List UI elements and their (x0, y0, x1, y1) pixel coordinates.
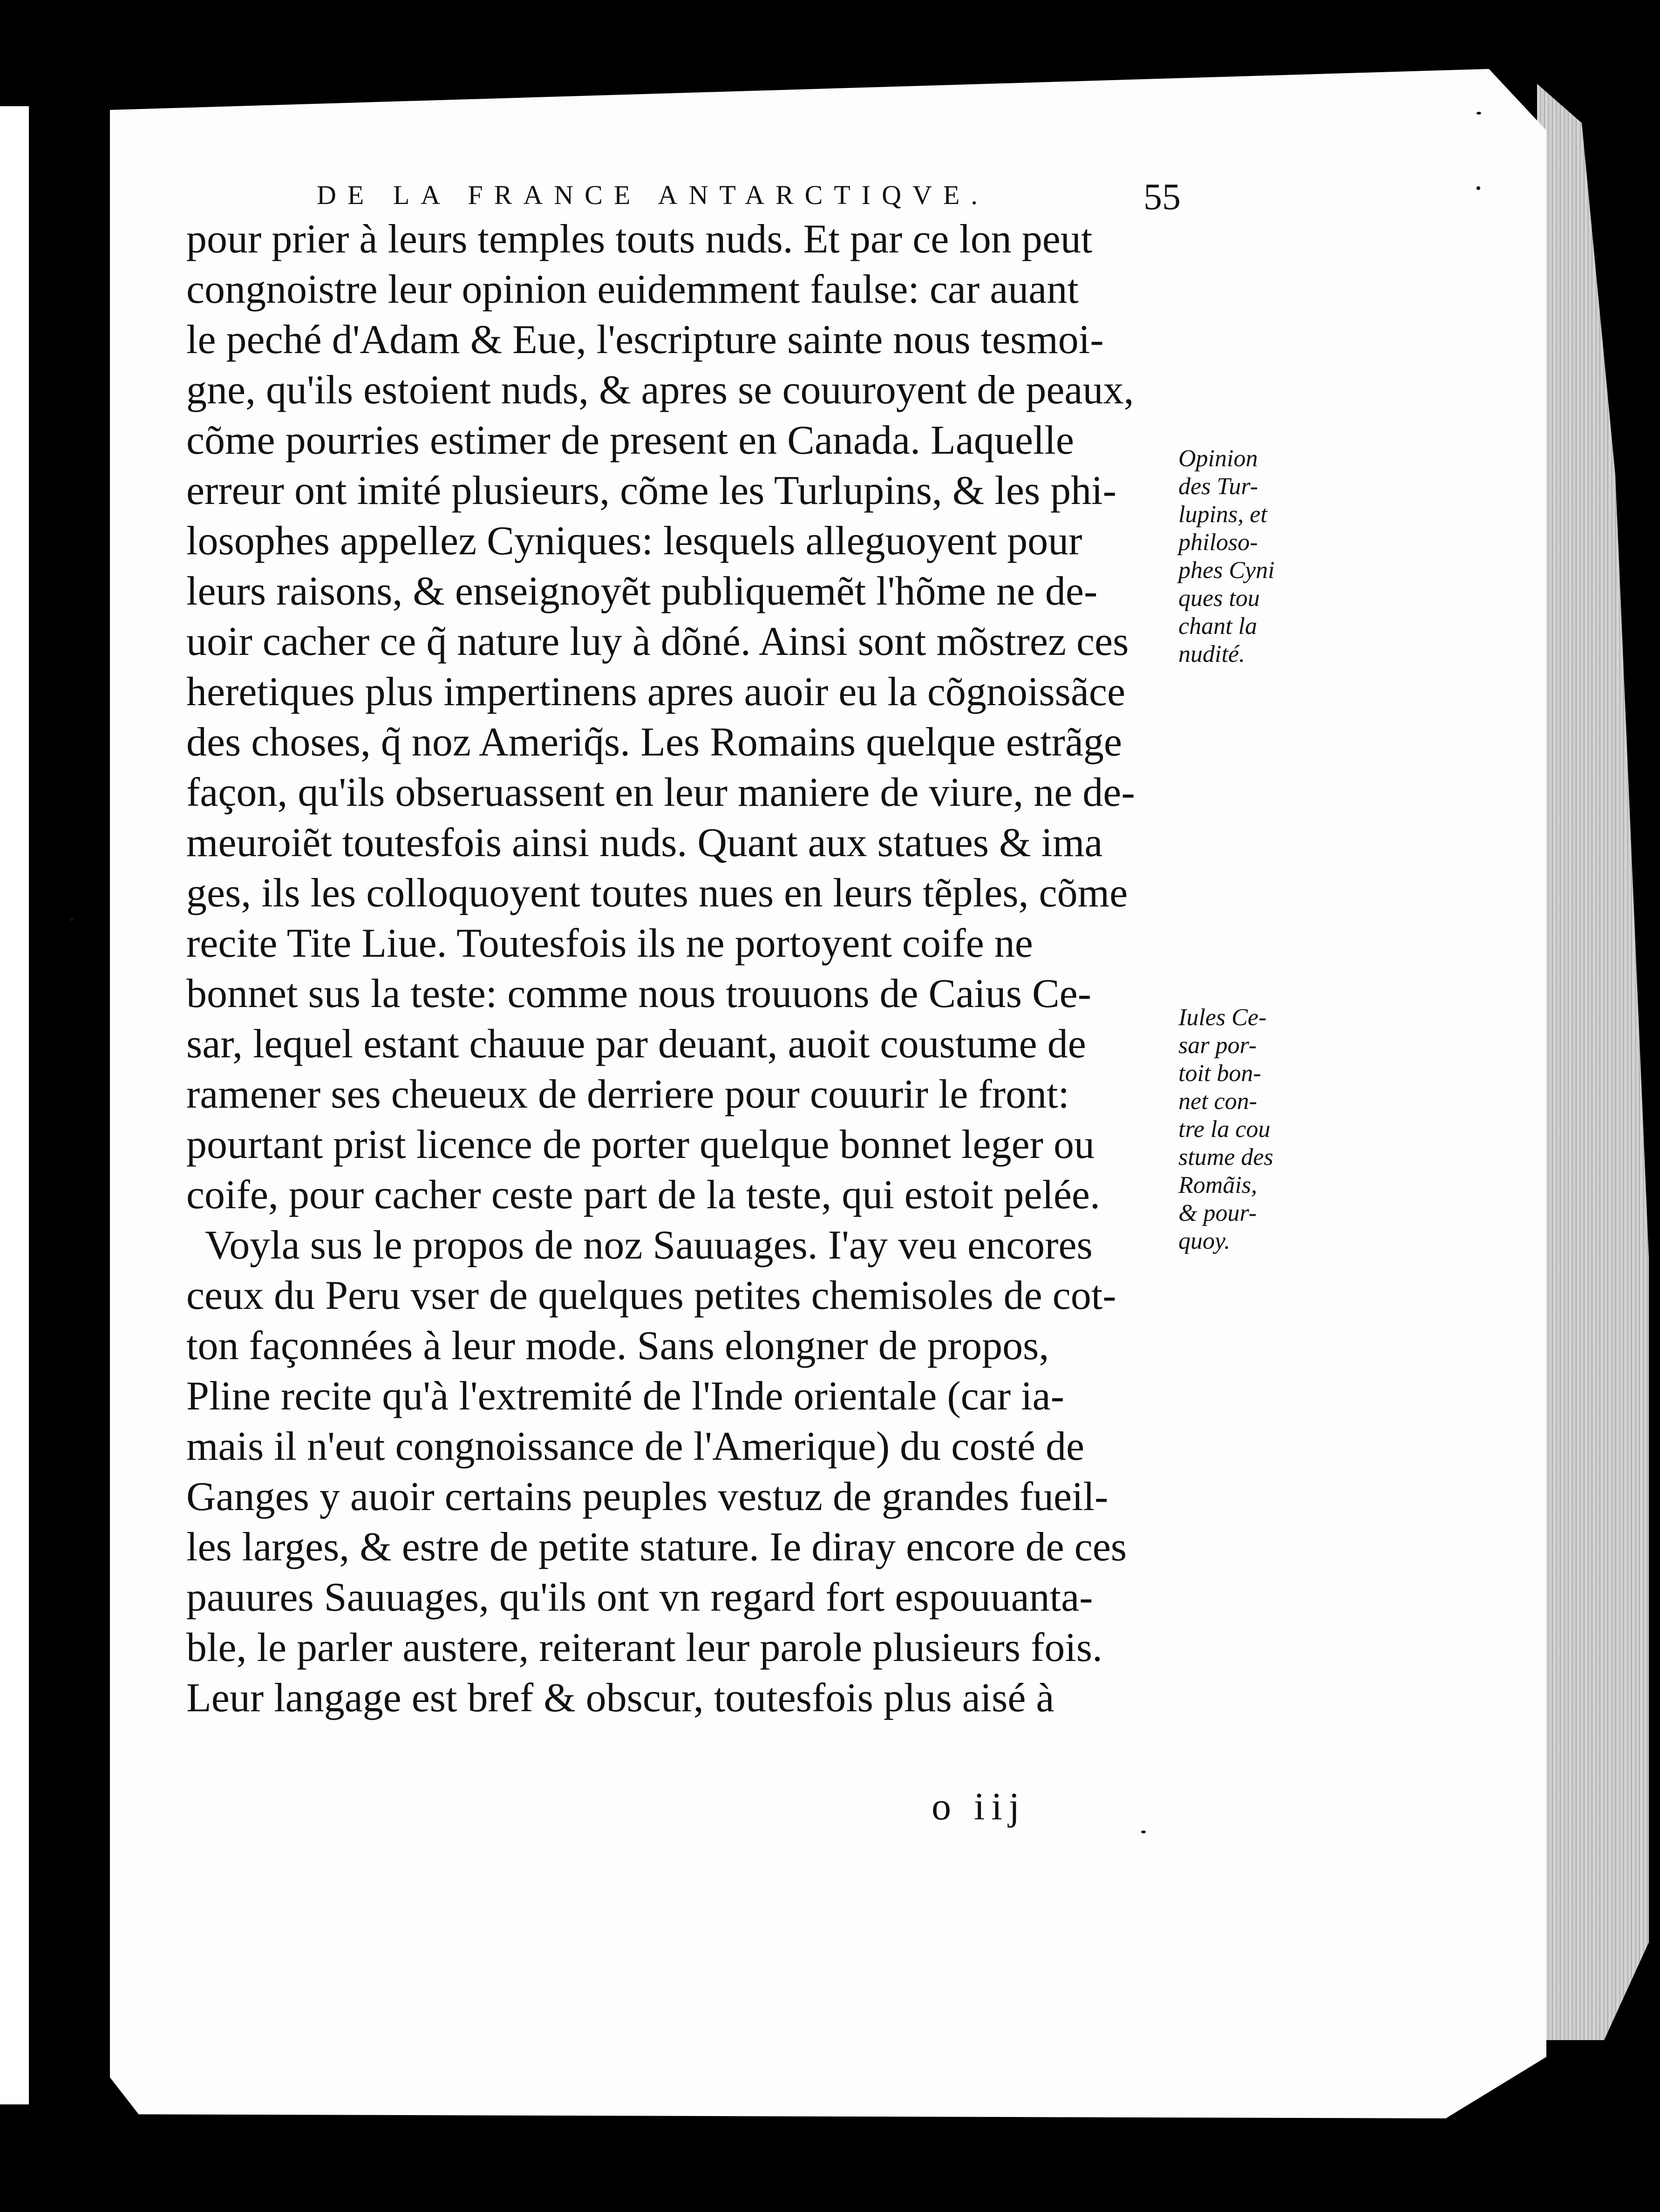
text-line: ramener ses cheueux de derriere pour couurir le front: (186, 1072, 1069, 1117)
text-line: congnoistre leur opinion euidemment faulse: car auant (186, 267, 1079, 312)
margin-note-line: nudité. (1178, 641, 1245, 667)
margin-note-line: Iules Ce- (1178, 1004, 1267, 1031)
text-line: ble, le parler austere, reiterant leur parole plusieurs fois. (186, 1625, 1102, 1670)
margin-note-line: lupins, et (1178, 501, 1267, 528)
text-line: Ganges y auoir certains peuples vestuz de grandes fueil- (186, 1474, 1109, 1519)
margin-note-line: des Tur- (1178, 473, 1258, 500)
text-line: Voyla sus le propos de noz Sauuages. I'ay veu encores (205, 1223, 1093, 1268)
text-line: mais il n'eut congnoissance de l'Amerique) du costé de (186, 1424, 1085, 1469)
margin-note-line: sar por- (1178, 1032, 1257, 1059)
margin-note-line: toit bon- (1178, 1060, 1261, 1087)
text-line: sar, lequel estant chauue par deuant, auoit coustume de (186, 1021, 1086, 1067)
facing-page-edge (0, 106, 29, 2104)
text-line: des choses, q̃ noz Ameriq̃s. Les Romains quelque estrãge (186, 720, 1122, 765)
margin-note-line: & pour- (1178, 1200, 1257, 1226)
margin-note-line: phes Cyni (1178, 557, 1275, 584)
text-line: pourtant prist licence de porter quelque bonnet leger ou (186, 1122, 1095, 1167)
body-text (186, 214, 1174, 1723)
scan-speck (1141, 1831, 1146, 1833)
page-number: 55 (1143, 177, 1181, 218)
text-line: erreur ont imité plusieurs, cõme les Turlupins, & les phi- (186, 468, 1116, 513)
text-line: ges, ils les colloquoyent toutes nues en leurs tẽples, cõme (186, 871, 1128, 916)
text-line: Pline recite qu'à l'extremité de l'Inde orientale (car ia- (186, 1374, 1064, 1419)
scan-speck (1476, 112, 1481, 115)
margin-note-line: chant la (1178, 613, 1257, 640)
text-line: pour prier à leurs temples touts nuds. Et par ce lon peut (186, 217, 1093, 262)
margin-note-line: tre la cou (1178, 1116, 1271, 1143)
margin-note-line: Romãis, (1178, 1172, 1257, 1198)
text-line: leurs raisons, & enseignoyẽt publiquemẽt l'hõme ne de- (186, 569, 1098, 614)
text-line: pauures Sauuages, qu'ils ont vn regard fort espouuanta- (186, 1575, 1093, 1620)
marginal-note-cynics (1178, 445, 1318, 668)
text-line: ceux du Peru vser de quelques petites chemisoles de cot- (186, 1273, 1116, 1318)
marginal-note-caesar (1178, 1004, 1318, 1255)
text-line: Leur langage est bref & obscur, toutesfois plus aisé à (186, 1675, 1055, 1721)
text-line: ton façonnées à leur mode. Sans elongner de propos, (186, 1323, 1049, 1368)
text-line: gne, qu'ils estoient nuds, & apres se couuroyent de peaux, (186, 368, 1134, 413)
text-line: heretiques plus impertinens apres auoir eu la cõgnoissãce (186, 669, 1126, 715)
margin-note-line: net con- (1178, 1088, 1257, 1115)
margin-note-line: ques tou (1178, 585, 1260, 612)
scan-speck (70, 918, 74, 921)
text-line: recite Tite Liue. Toutesfois ils ne portoyent coife ne (186, 921, 1033, 966)
text-line: bonnet sus la teste: comme nous trouuons de Caius Ce- (186, 971, 1092, 1016)
text-line: losophes appellez Cyniques: lesquels alleguoyent pour (186, 518, 1082, 564)
running-head: DE LA FRANCE ANTARCTIQVE. (317, 180, 989, 210)
text-line: les larges, & estre de petite stature. Ie diray encore de ces (186, 1525, 1127, 1570)
text-line: uoir cacher ce q̃ nature luy à dõné. Ainsi sont mõstrez ces (186, 619, 1129, 664)
text-line: façon, qu'ils obseruassent en leur maniere de viure, ne de- (186, 770, 1135, 815)
margin-note-line: quoy. (1178, 1228, 1231, 1254)
margin-note-line: stume des (1178, 1144, 1273, 1171)
text-line: le peché d'Adam & Eue, l'escripture sainte nous tesmoi- (186, 317, 1104, 362)
text-line: meuroiẽt toutesfois ainsi nuds. Quant aux statues & ima (186, 820, 1103, 865)
margin-note-line: Opinion (1178, 445, 1258, 472)
scan-speck (1476, 186, 1480, 190)
text-line: coife, pour cacher ceste part de la teste, qui estoit pelée. (186, 1172, 1100, 1218)
margin-note-line: philoso- (1178, 529, 1258, 556)
text-line: cõme pourries estimer de present en Canada. Laquelle (186, 418, 1074, 463)
signature-mark: o iij (932, 1785, 1027, 1828)
